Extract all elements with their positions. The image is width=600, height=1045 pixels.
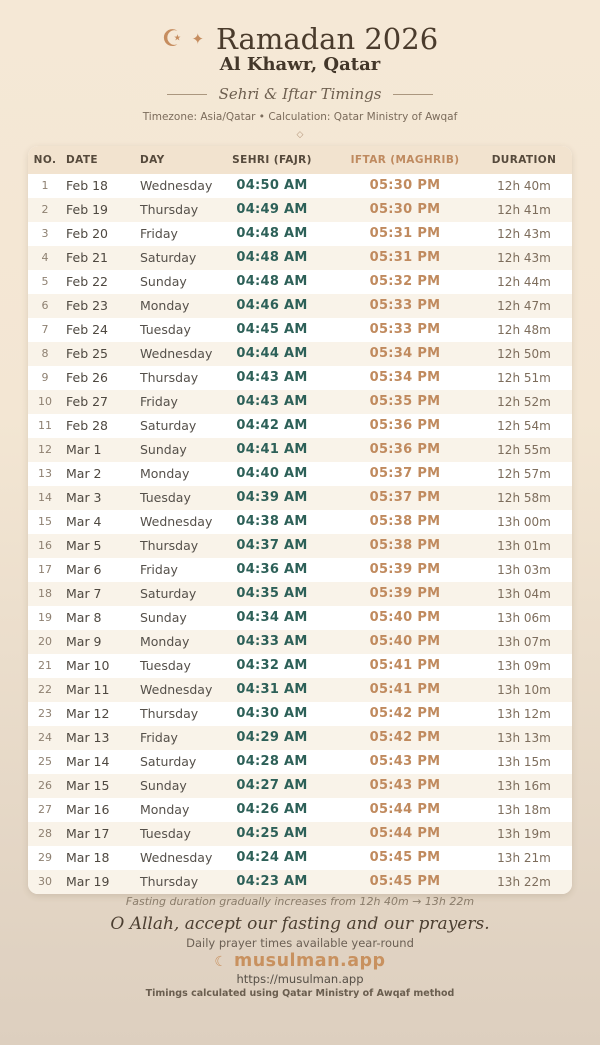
sehri-time-cell: 04:48 AM xyxy=(236,226,308,241)
day-cell: Sunday xyxy=(140,442,187,457)
sehri-time-cell: 04:35 AM xyxy=(236,586,308,601)
day-cell: Wednesday xyxy=(140,682,213,697)
sehri-time-cell: 04:40 AM xyxy=(236,466,308,481)
row-number-cell: 29 xyxy=(38,851,52,864)
row-number-cell: 10 xyxy=(38,395,52,408)
iftar-time-cell: 05:45 PM xyxy=(369,850,441,865)
iftar-time-cell: 05:43 PM xyxy=(369,778,441,793)
table-row xyxy=(28,702,572,726)
table-row xyxy=(28,846,572,870)
divider-line-left xyxy=(167,94,207,95)
date-cell: Feb 22 xyxy=(66,274,109,289)
duration-cell: 13h 04m xyxy=(497,587,551,601)
day-cell: Wednesday xyxy=(140,514,213,529)
row-number-cell: 21 xyxy=(38,659,52,672)
iftar-time-cell: 05:44 PM xyxy=(369,826,441,841)
date-cell: Mar 7 xyxy=(66,586,102,601)
row-number-cell: 22 xyxy=(38,683,52,696)
iftar-time-cell: 05:34 PM xyxy=(369,370,441,385)
table-body xyxy=(28,174,572,894)
row-number-cell: 24 xyxy=(38,731,52,744)
day-cell: Friday xyxy=(140,226,178,241)
row-number-cell: 3 xyxy=(41,227,49,240)
sehri-time-cell: 04:48 AM xyxy=(236,250,308,265)
day-cell: Thursday xyxy=(140,874,199,889)
sehri-time-cell: 04:32 AM xyxy=(236,658,308,673)
day-cell: Sunday xyxy=(140,610,187,625)
iftar-time-cell: 05:30 PM xyxy=(369,178,441,193)
date-cell: Feb 18 xyxy=(66,178,109,193)
duration-cell: 13h 12m xyxy=(497,707,551,721)
duration-cell: 13h 13m xyxy=(497,731,551,745)
day-cell: Wednesday xyxy=(140,178,213,193)
iftar-time-cell: 05:33 PM xyxy=(369,322,441,337)
date-cell: Feb 20 xyxy=(66,226,109,241)
duration-cell: 13h 03m xyxy=(497,563,551,577)
day-cell: Monday xyxy=(140,802,190,817)
iftar-time-cell: 05:36 PM xyxy=(369,418,441,433)
row-number-cell: 11 xyxy=(38,419,52,432)
table-header-row xyxy=(28,146,572,174)
iftar-time-cell: 05:45 PM xyxy=(369,874,441,889)
duration-cell: 12h 50m xyxy=(497,347,551,361)
table-row xyxy=(28,198,572,222)
sehri-time-cell: 04:49 AM xyxy=(236,202,308,217)
day-cell: Saturday xyxy=(140,250,197,265)
sehri-time-cell: 04:42 AM xyxy=(236,418,308,433)
table-row xyxy=(28,390,572,414)
iftar-time-cell: 05:40 PM xyxy=(369,610,441,625)
day-cell: Sunday xyxy=(140,778,187,793)
sehri-time-cell: 04:30 AM xyxy=(236,706,308,721)
iftar-time-cell: 05:43 PM xyxy=(369,754,441,769)
brand-name: musulman.app xyxy=(233,951,386,972)
iftar-time-cell: 05:36 PM xyxy=(369,442,441,457)
row-number-cell: 4 xyxy=(41,251,49,264)
date-cell: Mar 8 xyxy=(66,610,102,625)
row-number-cell: 6 xyxy=(41,299,49,312)
column-header-duration: DURATION xyxy=(476,146,572,174)
duration-cell: 12h 55m xyxy=(497,443,551,457)
duration-cell: 13h 15m xyxy=(497,755,551,769)
iftar-time-cell: 05:39 PM xyxy=(369,586,441,601)
day-cell: Thursday xyxy=(140,538,199,553)
sehri-time-cell: 04:39 AM xyxy=(236,490,308,505)
row-number-cell: 27 xyxy=(38,803,52,816)
table-row xyxy=(28,750,572,774)
date-cell: Feb 25 xyxy=(66,346,109,361)
date-cell: Mar 17 xyxy=(66,826,110,841)
day-cell: Wednesday xyxy=(140,850,213,865)
iftar-time-cell: 05:31 PM xyxy=(369,250,441,265)
day-cell: Thursday xyxy=(140,370,199,385)
table-row xyxy=(28,534,572,558)
sehri-time-cell: 04:46 AM xyxy=(236,298,308,313)
iftar-time-cell: 05:30 PM xyxy=(369,202,441,217)
sehri-time-cell: 04:24 AM xyxy=(236,850,308,865)
brand-line xyxy=(0,952,600,972)
day-cell: Monday xyxy=(140,298,190,313)
duration-cell: 13h 16m xyxy=(497,779,551,793)
sehri-time-cell: 04:38 AM xyxy=(236,514,308,529)
table-row xyxy=(28,174,572,198)
row-number-cell: 9 xyxy=(41,371,49,384)
row-number-cell: 30 xyxy=(38,875,52,888)
calculation-method-note: Timings calculated using Qatar Ministry of Awqaf method xyxy=(145,988,455,999)
sehri-time-cell: 04:26 AM xyxy=(236,802,308,817)
duration-cell: 12h 51m xyxy=(497,371,551,385)
sehri-time-cell: 04:29 AM xyxy=(236,730,308,745)
row-number-cell: 2 xyxy=(41,203,49,216)
table-row xyxy=(28,222,572,246)
row-number-cell: 28 xyxy=(38,827,52,840)
column-header-day: DAY xyxy=(136,146,210,174)
table-row xyxy=(28,606,572,630)
row-number-cell: 14 xyxy=(38,491,52,504)
column-header-date: DATE xyxy=(62,146,136,174)
duration-cell: 12h 52m xyxy=(497,395,551,409)
date-cell: Feb 26 xyxy=(66,370,109,385)
day-cell: Friday xyxy=(140,394,178,409)
date-cell: Mar 13 xyxy=(66,730,110,745)
date-cell: Mar 4 xyxy=(66,514,102,529)
duration-cell: 13h 21m xyxy=(497,851,551,865)
row-number-cell: 12 xyxy=(38,443,52,456)
duration-cell: 12h 47m xyxy=(497,299,551,313)
sehri-time-cell: 04:48 AM xyxy=(236,274,308,289)
duration-cell: 13h 06m xyxy=(497,611,551,625)
iftar-time-cell: 05:31 PM xyxy=(369,226,441,241)
timezone-calculation-meta: Timezone: Asia/Qatar • Calculation: Qatar Ministry of Awqaf xyxy=(142,111,458,123)
row-number-cell: 5 xyxy=(41,275,49,288)
timings-table xyxy=(28,146,572,894)
iftar-time-cell: 05:39 PM xyxy=(369,562,441,577)
table-row xyxy=(28,462,572,486)
day-cell: Sunday xyxy=(140,274,187,289)
duration-cell: 13h 22m xyxy=(497,875,551,889)
duration-cell: 13h 00m xyxy=(497,515,551,529)
table-row xyxy=(28,582,572,606)
iftar-time-cell: 05:40 PM xyxy=(369,634,441,649)
row-number-cell: 23 xyxy=(38,707,52,720)
date-cell: Feb 27 xyxy=(66,394,109,409)
table-row xyxy=(28,414,572,438)
day-cell: Thursday xyxy=(140,706,199,721)
date-cell: Mar 1 xyxy=(66,442,102,457)
sehri-time-cell: 04:23 AM xyxy=(236,874,308,889)
sehri-time-cell: 04:34 AM xyxy=(236,610,308,625)
row-number-cell: 17 xyxy=(38,563,52,576)
table-row xyxy=(28,870,572,894)
sehri-time-cell: 04:28 AM xyxy=(236,754,308,769)
table-row xyxy=(28,342,572,366)
table-row xyxy=(28,822,572,846)
date-cell: Mar 6 xyxy=(66,562,102,577)
column-header-no: NO. xyxy=(28,146,62,174)
row-number-cell: 19 xyxy=(38,611,52,624)
sehri-time-cell: 04:25 AM xyxy=(236,826,308,841)
duration-cell: 13h 07m xyxy=(497,635,551,649)
table-row xyxy=(28,798,572,822)
iftar-time-cell: 05:34 PM xyxy=(369,346,441,361)
date-cell: Feb 24 xyxy=(66,322,109,337)
date-cell: Mar 3 xyxy=(66,490,102,505)
duration-cell: 13h 19m xyxy=(497,827,551,841)
date-cell: Mar 19 xyxy=(66,874,110,889)
date-cell: Mar 16 xyxy=(66,802,110,817)
table-row xyxy=(28,366,572,390)
divider-line-right xyxy=(393,94,433,95)
duration-cell: 12h 58m xyxy=(497,491,551,505)
column-header-sehri: SEHRI (FAJR) xyxy=(210,146,334,174)
location-title: Al Khawr, Qatar xyxy=(219,54,381,75)
date-cell: Mar 10 xyxy=(66,658,110,673)
sehri-time-cell: 04:43 AM xyxy=(236,394,308,409)
iftar-time-cell: 05:37 PM xyxy=(369,466,441,481)
table-row xyxy=(28,510,572,534)
sehri-time-cell: 04:44 AM xyxy=(236,346,308,361)
table-row xyxy=(28,270,572,294)
sehri-time-cell: 04:50 AM xyxy=(236,178,308,193)
subtitle-text: Sehri & Iftar Timings xyxy=(218,85,382,103)
iftar-time-cell: 05:38 PM xyxy=(369,514,441,529)
iftar-time-cell: 05:44 PM xyxy=(369,802,441,817)
day-cell: Tuesday xyxy=(140,490,191,505)
duration-cell: 12h 44m xyxy=(497,275,551,289)
four-pointed-star-icon: ✦ xyxy=(191,29,205,48)
date-cell: Feb 21 xyxy=(66,250,109,265)
date-cell: Mar 12 xyxy=(66,706,110,721)
duration-cell: 12h 43m xyxy=(497,227,551,241)
sehri-time-cell: 04:41 AM xyxy=(236,442,308,457)
duration-cell: 13h 09m xyxy=(497,659,551,673)
table-row xyxy=(28,486,572,510)
sehri-time-cell: 04:31 AM xyxy=(236,682,308,697)
date-cell: Feb 28 xyxy=(66,418,109,433)
row-number-cell: 13 xyxy=(38,467,52,480)
duration-cell: 13h 10m xyxy=(497,683,551,697)
sehri-time-cell: 04:45 AM xyxy=(236,322,308,337)
day-cell: Saturday xyxy=(140,586,197,601)
crescent-icon: ☾ xyxy=(214,954,227,970)
page-header xyxy=(0,0,600,140)
duration-cell: 12h 41m xyxy=(497,203,551,217)
day-cell: Tuesday xyxy=(140,826,191,841)
day-cell: Friday xyxy=(140,562,178,577)
row-number-cell: 7 xyxy=(41,323,49,336)
row-number-cell: 26 xyxy=(38,779,52,792)
table-row xyxy=(28,654,572,678)
table-row xyxy=(28,558,572,582)
duration-cell: 12h 57m xyxy=(497,467,551,481)
page-footer xyxy=(0,894,600,1000)
duration-cell: 13h 18m xyxy=(497,803,551,817)
day-cell: Wednesday xyxy=(140,346,213,361)
iftar-time-cell: 05:37 PM xyxy=(369,490,441,505)
date-cell: Mar 5 xyxy=(66,538,102,553)
table-row xyxy=(28,678,572,702)
iftar-time-cell: 05:38 PM xyxy=(369,538,441,553)
sehri-time-cell: 04:37 AM xyxy=(236,538,308,553)
brand-url: https://musulman.app xyxy=(236,972,364,986)
sehri-time-cell: 04:33 AM xyxy=(236,634,308,649)
iftar-time-cell: 05:41 PM xyxy=(369,658,441,673)
duration-cell: 12h 48m xyxy=(497,323,551,337)
availability-note: Daily prayer times available year-round xyxy=(186,936,414,950)
table-row xyxy=(28,318,572,342)
day-cell: Monday xyxy=(140,466,190,481)
diamond-icon: ◇ xyxy=(296,130,304,140)
page-title: Ramadan 2026 xyxy=(216,21,439,56)
date-cell: Mar 18 xyxy=(66,850,110,865)
subtitle-row xyxy=(0,85,600,103)
duration-cell: 12h 40m xyxy=(497,179,551,193)
date-cell: Mar 14 xyxy=(66,754,110,769)
star-and-crescent-icon: ☪ xyxy=(161,25,183,52)
day-cell: Saturday xyxy=(140,418,197,433)
date-cell: Mar 9 xyxy=(66,634,102,649)
day-cell: Thursday xyxy=(140,202,199,217)
day-cell: Saturday xyxy=(140,754,197,769)
table-row xyxy=(28,726,572,750)
date-cell: Mar 2 xyxy=(66,466,102,481)
day-cell: Tuesday xyxy=(140,658,191,673)
iftar-time-cell: 05:35 PM xyxy=(369,394,441,409)
duration-cell: 12h 54m xyxy=(497,419,551,433)
iftar-time-cell: 05:42 PM xyxy=(369,706,441,721)
iftar-time-cell: 05:41 PM xyxy=(369,682,441,697)
sehri-time-cell: 04:36 AM xyxy=(236,562,308,577)
day-cell: Friday xyxy=(140,730,178,745)
table-row xyxy=(28,294,572,318)
day-cell: Tuesday xyxy=(140,322,191,337)
duration-cell: 12h 43m xyxy=(497,251,551,265)
iftar-time-cell: 05:32 PM xyxy=(369,274,441,289)
row-number-cell: 8 xyxy=(41,347,49,360)
title-line xyxy=(0,22,600,56)
row-number-cell: 16 xyxy=(38,539,52,552)
dua-text: O Allah, accept our fasting and our prayers. xyxy=(110,914,490,934)
row-number-cell: 25 xyxy=(38,755,52,768)
day-cell: Monday xyxy=(140,634,190,649)
date-cell: Feb 19 xyxy=(66,202,109,217)
sehri-time-cell: 04:43 AM xyxy=(236,370,308,385)
row-number-cell: 15 xyxy=(38,515,52,528)
table-row xyxy=(28,438,572,462)
iftar-time-cell: 05:33 PM xyxy=(369,298,441,313)
duration-cell: 13h 01m xyxy=(497,539,551,553)
timings-table-card xyxy=(28,146,572,894)
table-row xyxy=(28,774,572,798)
date-cell: Mar 11 xyxy=(66,682,110,697)
table-row xyxy=(28,630,572,654)
sehri-time-cell: 04:27 AM xyxy=(236,778,308,793)
row-number-cell: 1 xyxy=(41,179,49,192)
row-number-cell: 20 xyxy=(38,635,52,648)
table-row xyxy=(28,246,572,270)
date-cell: Mar 15 xyxy=(66,778,110,793)
column-header-iftar: IFTAR (MAGHRIB) xyxy=(334,146,476,174)
iftar-time-cell: 05:42 PM xyxy=(369,730,441,745)
date-cell: Feb 23 xyxy=(66,298,109,313)
fasting-duration-note: Fasting duration gradually increases from 12h 40m → 13h 22m xyxy=(125,895,475,908)
row-number-cell: 18 xyxy=(38,587,52,600)
